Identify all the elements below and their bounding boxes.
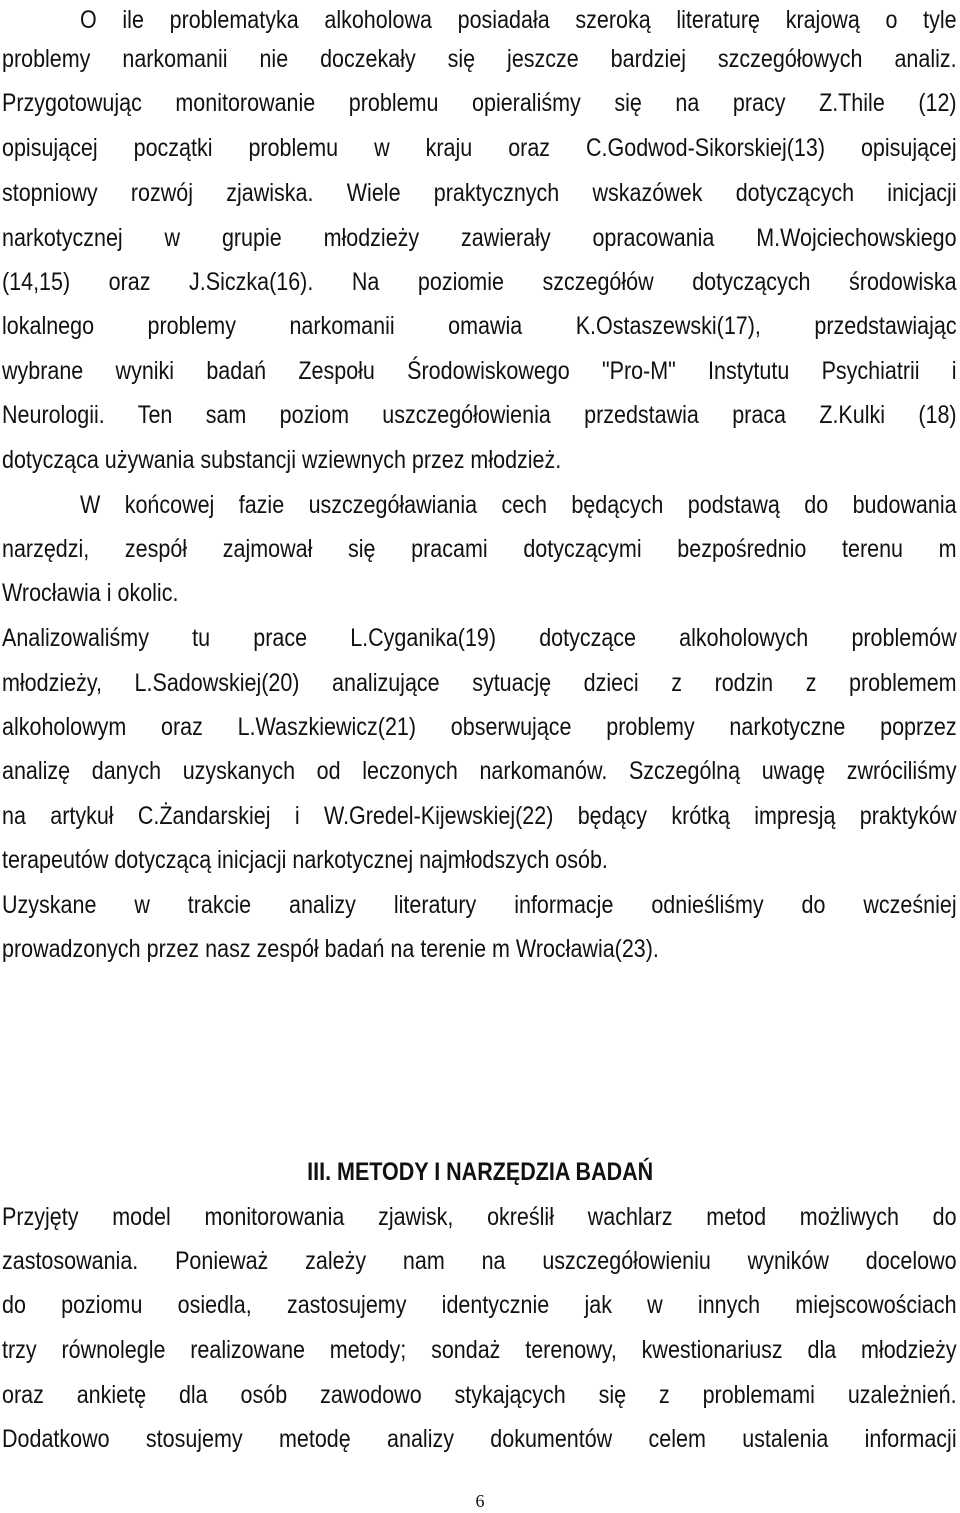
text-line: narzędzi, zespół zajmował się pracami dotyczącymi bezpośrednio terenu m [2,535,957,563]
text-line: zastosowania. Ponieważ zależy nam na uszczegółowieniu wyników docelowo [2,1247,957,1275]
section-heading [0,1152,960,1192]
text-line: analizę danych uzyskanych od leczonych narkomanów. Szczególną uwagę zwróciliśmy [2,757,957,785]
text-line: terapeutów dotyczącą inicjacji narkotycznej najmłodszych osób. [2,846,608,874]
text-line: Przygotowując monitorowanie problemu opieraliśmy się na pracy Z.Thile (12) [2,89,957,117]
text-line: problemy narkomanii nie doczekały się jeszcze bardziej szczegółowych analiz. [2,45,957,73]
text-line: trzy równolegle realizowane metody; sondaż terenowy, kwestionariusz dla młodzieży [2,1336,957,1364]
text-line: Neurologii. Ten sam poziom uszczegółowienia przedstawia praca Z.Kulki (18) [2,401,957,429]
section-heading-text: III. METODY I NARZĘDZIA BADAŃ [306,1158,654,1186]
text-line: Dodatkowo stosujemy metodę analizy dokumentów celem ustalenia informacji [2,1425,957,1453]
text-line: Uzyskane w trakcie analizy literatury informacje odnieśliśmy do wcześniej [2,891,957,919]
text-line: młodzieży, L.Sadowskiej(20) analizujące sytuację dzieci z rodzin z problemem [2,669,957,697]
text-line: prowadzonych przez nasz zespół badań na terenie m Wrocławia(23). [2,935,659,963]
text-line: Wrocławia i okolic. [2,579,179,607]
text-line: oraz ankietę dla osób zawodowo stykających się z problemami uzależnień. [2,1381,957,1409]
text-line: dotycząca używania substancji wziewnych przez młodzież. [2,446,562,474]
text-line: Przyjęty model monitorowania zjawisk, określił wachlarz metod możliwych do [2,1203,957,1231]
text-line: na artykuł C.Żandarskiej i W.Gredel-Kijewskiej(22) będący krótką impresją praktyków [2,802,957,830]
text-line: (14,15) oraz J.Siczka(16). Na poziomie szczegółów dotyczących środowiska [2,268,957,296]
text-line: Analizowaliśmy tu prace L.Cyganika(19) dotyczące alkoholowych problemów [2,624,957,652]
text-line: stopniowy rozwój zjawiska. Wiele praktycznych wskazówek dotyczących inicjacji [2,179,957,207]
text-line: lokalnego problemy narkomanii omawia K.Ostaszewski(17), przedstawiając [2,312,957,340]
text-line: wybrane wyniki badań Zespołu Środowiskowego "Pro-M" Instytutu Psychiatrii i [2,357,957,385]
page-number: 6 [475,1491,485,1511]
text-line: W końcowej fazie uszczegóławiania cech będących podstawą do budowania [79,491,957,519]
text-line: narkotycznej w grupie młodzieży zawierały opracowania M.Wojciechowskiego [2,224,957,252]
text-line: O ile problematyka alkoholowa posiadała szeroką literaturę krajową o tyle [79,6,957,34]
text-line: opisującej początki problemu w kraju oraz C.Godwod-Sikorskiej(13) opisującej [2,134,957,162]
text-line: alkoholowym oraz L.Waszkiewicz(21) obserwujące problemy narkotyczne poprzez [2,713,957,741]
text-line: do poziomu osiedla, zastosujemy identycznie jak w innych miejscowościach [2,1291,957,1319]
